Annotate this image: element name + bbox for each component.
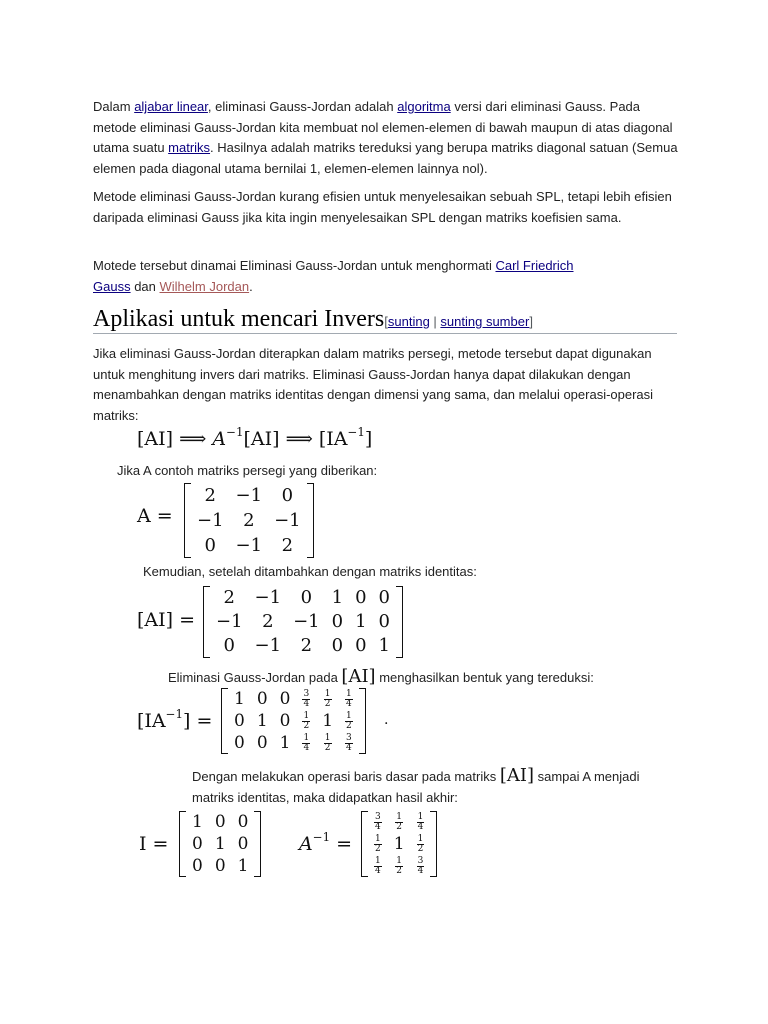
caption-reduced [168,666,594,687]
bracket-right [254,811,261,877]
inverse-paragraph: Jika eliminasi Gauss-Jordan diterapkan dalam matriks persegi, metode tersebut dapat digunakan untuk menghitung invers dari matriks. Eliminasi Gauss-Jordan hanya dapat dilakukan dengan menambahkan dengan matriks identitas dengan dimensi yang sama, dan melalui operasi-operasi matriks: [93,346,654,423]
matrix-cell: 1 [214,834,226,854]
matrix-cell: 1 [192,812,203,832]
bracket-right [396,586,403,658]
matrix-cell: −1 [235,485,263,506]
fraction-denominator: 4 [417,866,424,876]
matrix-cell [411,811,431,833]
fraction-numerator: 1 [324,733,331,743]
matrix-row [191,483,307,508]
label-part: = [330,833,353,855]
matrix-cell [339,688,359,710]
edit-section-links [384,314,533,329]
matrix-cell: −1 [216,611,243,632]
edit-source-link[interactable]: sunting sumber [440,314,530,329]
fraction-denominator: 4 [417,822,424,832]
matrix-cell: 2 [300,635,313,656]
intro-text: Dalam [93,99,135,114]
matrix-cell: 2 [223,587,235,608]
matrix-cell [368,811,388,833]
matrix-cell: −1 [254,635,282,656]
matrix-cell: 1 [322,711,334,731]
bracket-left [203,586,210,658]
fraction-numerator: 1 [303,733,310,743]
matrix-cell: 0 [279,711,291,731]
bracket-right [359,688,366,754]
fraction-denominator: 4 [346,699,352,709]
matrix-cell: 0 [234,733,245,753]
fraction-numerator: 1 [346,689,352,699]
matrix-cell: −1 [235,535,263,556]
matrix-cell: −1 [274,510,301,531]
matrix-cell [296,710,316,732]
formula-part: [AI] [243,428,280,450]
caption-matrix-ai: Kemudian, setelah ditambahkan dengan matriks identitas: [143,564,477,579]
matrix-cell: 0 [204,535,216,556]
fraction-denominator: 2 [324,743,331,753]
label-superscript: −1 [165,707,183,722]
formula-inverse-process [137,425,373,450]
formula-superscript: −1 [226,425,244,440]
implies-arrow: ⟹ [173,428,213,450]
fraction-denominator: 2 [324,699,331,709]
caption-final [192,766,672,808]
matrix-cell [316,732,339,754]
fraction-denominator: 2 [417,844,424,854]
link-carl-friedrich-gauss[interactable]: Carl Friedrich Gauss [93,258,574,294]
matrix-row [210,610,396,634]
matrix-cell [388,811,411,833]
matrix-cell: 0 [256,689,268,709]
matrix-reduced-table [228,688,359,754]
fraction-denominator: 2 [396,866,403,876]
fraction-numerator: 3 [375,812,381,822]
fraction-denominator: 2 [396,822,403,832]
separator: | [429,314,441,329]
fraction-denominator: 2 [303,721,310,731]
bracket-left [184,483,191,558]
matrix-row [368,855,430,877]
matrix-i-table [186,811,254,877]
matrix-cell: 1 [279,733,291,753]
matrix-cell: 0 [378,587,390,608]
matrix-row [368,833,430,855]
matrix-cell: 0 [279,689,291,709]
matrix-row [186,811,254,833]
matrix-cell [388,855,411,877]
matrix-cell [411,833,431,855]
inline-math: [AI] [499,765,534,786]
matrix-cell: 0 [192,834,203,854]
formula-superscript: −1 [347,425,365,440]
fraction-numerator: 1 [396,812,403,822]
matrix-cell: 0 [378,611,390,632]
efficiency-paragraph: Metode eliminasi Gauss-Jordan kurang efisien untuk menyelesaikan sebuah SPL, tetapi lebih efisien daripada eliminasi Gauss jika kita ingin menyelesaikan SPL dengan matriks koefisien sama. [93,189,672,225]
naming-text: Motede tersebut dinamai Eliminasi Gauss-Jordan untuk menghormati [93,258,496,273]
section-title: Aplikasi untuk mencari Invers [93,306,385,332]
matrix-row [368,811,430,833]
matrix-cell: 0 [281,485,294,506]
matrix-cell: 1 [256,711,268,731]
matrix-cell: 0 [331,635,344,656]
matrix-a [184,483,314,558]
matrix-inverse-table [368,811,430,877]
trailing-dot: . [384,712,389,728]
matrix-cell: 0 [234,711,245,731]
link-matriks[interactable]: matriks [168,140,211,155]
matrix-cell [316,688,339,710]
matrix-row [210,586,396,610]
fraction-denominator: 4 [375,822,381,832]
bracket-left [179,811,186,877]
bracket-left [221,688,228,754]
link-algoritma[interactable]: algoritma [397,99,451,114]
link-wilhelm-jordan[interactable]: Wilhelm Jordan [159,278,250,294]
matrix-cell: −1 [197,510,224,531]
fraction-denominator: 4 [346,743,352,753]
caption-matrix-a: Jika A contoh matriks persegi yang diberikan: [117,463,378,478]
matrix-row [228,688,359,710]
matrix-row [228,732,359,754]
matrix-cell: 1 [331,587,344,608]
matrix-cell [339,710,359,732]
matrix-cell: 2 [262,611,274,632]
matrix-cell: 2 [281,535,294,556]
fraction-numerator: 1 [303,711,310,721]
fraction-numerator: 3 [417,856,424,866]
matrix-cell: 0 [355,635,367,656]
intro-text: , eliminasi Gauss-Jordan adalah [207,99,398,114]
matrix-cell: 0 [237,834,249,854]
matrix-i [179,811,261,877]
label-part: [IA [137,710,166,732]
matrix-cell: 2 [204,485,216,506]
formula-part: A [212,428,227,450]
matrix-cell [368,855,388,877]
matrix-cell [411,855,431,877]
fraction-numerator: 3 [346,733,352,743]
matrix-cell: 1 [234,689,245,709]
intro-paragraph [93,97,683,179]
matrix-reduced [221,688,366,754]
edit-link[interactable]: sunting [387,314,430,329]
bracket-left [361,811,368,877]
naming-text: . [249,278,253,294]
matrix-row [210,634,396,658]
matrix-row [191,533,307,558]
matrix-a-label: A = [137,505,173,527]
matrix-ai-table [210,586,396,658]
fraction-denominator: 4 [375,866,381,876]
naming-text: dan [130,278,160,294]
fraction-denominator: 2 [375,844,381,854]
fraction-denominator: 4 [303,743,310,753]
formula-part: [IA [318,428,348,450]
intro-text: versi dari eliminasi Gauss. Pada metode eliminasi Gauss-Jordan kita membuat nol elemen-elemen di bawah maupun di atas diagonal utama suatu [93,99,673,155]
intro-text: . Hasilnya adalah matriks tereduksi yang berupa matriks diagonal satuan (Semua elemen pada diagonal utama bernilai 1, elemen-elemen lainnya nol). [93,140,678,176]
matrix-cell: 1 [393,834,405,854]
naming-paragraph [93,256,613,297]
bracket-open: [ [384,314,388,329]
matrix-ai-label: [AI] = [137,609,196,631]
formula-part: [AI] [137,428,174,450]
matrix-cell [339,732,359,754]
matrix-row [186,855,254,877]
matrix-cell: 0 [192,856,203,876]
caption-text: sampai A menjadi matriks identitas, maka didapatkan hasil akhir: [192,769,640,805]
caption-text: Eliminasi Gauss-Jordan pada [168,670,342,685]
fraction-numerator: 1 [417,834,424,844]
bracket-right [307,483,314,558]
bracket-close: ] [529,314,533,329]
matrix-cell: 0 [300,587,313,608]
fraction-numerator: 1 [375,856,381,866]
matrix-i-label: I = [139,833,169,855]
matrix-cell: 1 [378,635,390,656]
matrix-cell: 0 [223,635,235,656]
matrix-cell [368,833,388,855]
matrix-inverse-label [299,830,353,855]
fraction-numerator: 1 [396,856,403,866]
section-heading [93,306,677,334]
matrix-cell: 0 [355,587,367,608]
fraction-numerator: 3 [303,689,310,699]
matrix-cell: 1 [237,856,249,876]
matrix-cell: 2 [243,510,255,531]
formula-part: ] [364,428,373,450]
caption-text: Dengan melakukan operasi baris dasar pada matriks [192,769,500,784]
matrix-cell: 0 [237,812,249,832]
label-superscript: −1 [312,830,331,845]
matrix-cell [296,688,316,710]
matrix-row [186,833,254,855]
fraction-denominator: 2 [346,721,352,731]
matrix-cell: −1 [254,587,282,608]
matrix-cell: 0 [256,733,268,753]
label-part: A [299,833,313,855]
fraction-numerator: 1 [346,711,352,721]
fraction-denominator: 4 [303,699,310,709]
matrix-reduced-label [137,707,213,732]
caption-text: menghasilkan bentuk yang tereduksi: [375,670,594,685]
inline-math: [AI] [341,666,376,687]
matrix-cell: 0 [214,856,226,876]
fraction-numerator: 1 [417,812,424,822]
label-part: ] = [183,710,213,732]
matrix-cell: 0 [331,611,344,632]
matrix-row [228,710,359,732]
matrix-inverse [361,811,437,877]
matrix-ai [203,586,403,658]
matrix-cell: −1 [293,611,320,632]
matrix-cell: 1 [355,611,367,632]
matrix-a-table [191,483,307,558]
fraction-numerator: 1 [375,834,381,844]
implies-arrow: ⟹ [279,428,319,450]
matrix-row [191,508,307,533]
fraction-numerator: 1 [324,689,331,699]
matrix-cell: 0 [214,812,226,832]
bracket-right [430,811,437,877]
matrix-cell [296,732,316,754]
link-aljabar-linear[interactable]: aljabar linear [134,99,208,114]
